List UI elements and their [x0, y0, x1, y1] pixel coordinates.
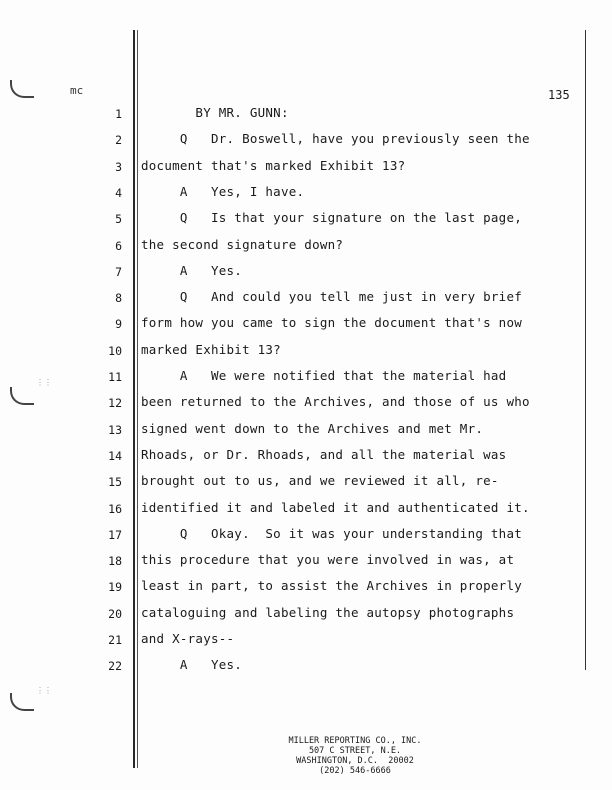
- line-number: 7: [115, 264, 122, 279]
- line-text: A We were notified that the material had: [141, 368, 507, 383]
- line-text: Q Dr. Boswell, have you previously seen the: [141, 131, 530, 147]
- line-number: 10: [108, 343, 122, 358]
- line-number: 17: [108, 527, 122, 542]
- scan-smudge: ⋮⋮: [36, 686, 52, 695]
- line-text: signed went down to the Archives and met Mr.: [141, 420, 484, 436]
- footer-company: MILLER REPORTING CO., INC.: [288, 736, 422, 746]
- line-number: 22: [108, 659, 122, 674]
- line-number: 18: [108, 554, 122, 569]
- line-number: 3: [115, 159, 122, 174]
- line-number: 5: [115, 212, 122, 227]
- line-number: 16: [108, 501, 122, 516]
- line-text: and X-rays--: [141, 631, 235, 646]
- right-margin-rule: [585, 30, 586, 670]
- line-text: marked Exhibit 13?: [141, 341, 281, 357]
- reporter-initials: mc: [70, 84, 84, 97]
- punch-hole-mark: [10, 387, 34, 405]
- line-number: 12: [108, 396, 122, 411]
- line-text: Q And could you tell me just in very brief: [141, 289, 523, 305]
- line-text: A Yes.: [141, 262, 243, 278]
- line-text: this procedure that you were involved in was, at: [141, 552, 515, 568]
- left-margin-rule: [133, 30, 135, 768]
- line-number: 11: [108, 370, 122, 384]
- line-text: cataloguing and labeling the autopsy photographs: [141, 604, 515, 620]
- line-number: 1: [115, 107, 122, 121]
- line-number: 15: [108, 475, 122, 490]
- line-number: 4: [115, 185, 122, 200]
- line-text: least in part, to assist the Archives in properly: [141, 578, 523, 594]
- footer-street: 507 C STREET, N.E.: [308, 746, 402, 756]
- reporter-footer: [240, 736, 470, 776]
- line-text: Rhoads, or Dr. Rhoads, and all the material was: [141, 446, 507, 462]
- footer-phone: (202) 546-6666: [319, 766, 391, 776]
- line-text: form how you came to sign the document that's now: [141, 315, 523, 331]
- line-number: 6: [115, 238, 122, 253]
- line-number: 8: [115, 291, 122, 306]
- punch-hole-mark: [10, 80, 34, 98]
- line-text: brought out to us, and we reviewed it all, re-: [141, 473, 499, 489]
- line-number: 14: [108, 448, 122, 463]
- line-text: identified it and labeled it and authenticated it.: [141, 499, 530, 515]
- line-text: been returned to the Archives, and those of us who: [141, 394, 530, 410]
- footer-city: WASHINGTON, D.C. 20002: [296, 756, 414, 766]
- line-number: 21: [108, 633, 122, 647]
- line-number: 2: [115, 133, 122, 148]
- line-number: 20: [108, 606, 122, 621]
- line-text: Q Okay. So it was your understanding that: [141, 525, 523, 541]
- line-number: 13: [108, 422, 122, 437]
- line-text: BY MR. GUNN:: [141, 105, 289, 120]
- punch-hole-mark: [10, 693, 34, 711]
- page-number: 135: [548, 88, 570, 102]
- line-text: A Yes.: [141, 657, 243, 673]
- line-number: 9: [115, 317, 122, 332]
- left-margin-rule-inner: [137, 30, 138, 768]
- line-text: A Yes, I have.: [141, 183, 305, 199]
- line-number: 19: [108, 580, 122, 595]
- line-text: document that's marked Exhibit 13?: [141, 157, 406, 173]
- scan-smudge: ⋮⋮: [36, 378, 52, 387]
- line-text: the second signature down?: [141, 236, 344, 252]
- line-text: Q Is that your signature on the last page,: [141, 210, 523, 226]
